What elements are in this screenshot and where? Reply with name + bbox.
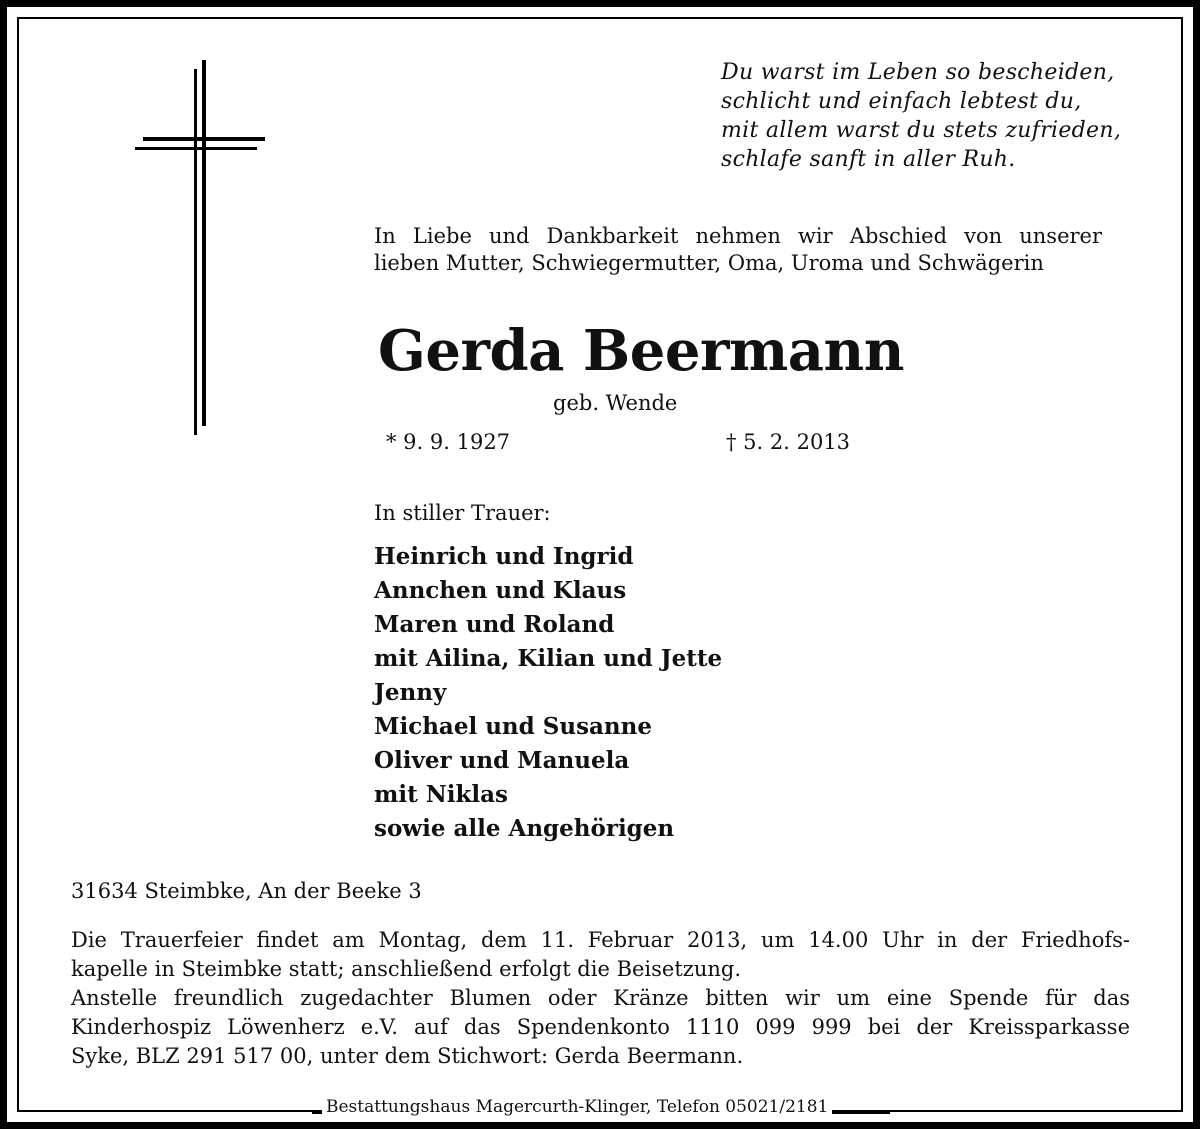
mourner-line: Oliver und Manuela xyxy=(374,747,630,774)
address: 31634 Steimbke, An der Beeke 3 xyxy=(71,879,422,903)
maiden-name: geb. Wende xyxy=(553,391,678,415)
poem-line: schlicht und einfach lebtest du, xyxy=(721,89,1082,114)
mourners-list xyxy=(374,540,722,846)
cross-vertical-bar-left xyxy=(194,69,197,435)
poem-line: Du warst im Leben so bescheiden, xyxy=(721,60,1115,85)
intro-line: In Liebe und Dankbarkeit nehmen wir Abschied von unserer xyxy=(374,224,1102,248)
death-date: † 5. 2. 2013 xyxy=(726,430,851,454)
notice-line: Die Trauerfeier findet am Montag, dem 11. Februar 2013, um 14.00 Uhr in der Friedhofs- xyxy=(71,928,1130,952)
notice-line: Syke, BLZ 291 517 00, unter dem Stichwort: Gerda Beermann. xyxy=(71,1044,744,1068)
mourner-line: Michael und Susanne xyxy=(374,713,652,740)
cross-vertical-bar-right xyxy=(202,60,206,426)
notice-line: kapelle in Steimbke statt; anschließend erfolgt die Beisetzung. xyxy=(71,957,742,981)
mourner-line: sowie alle Angehörigen xyxy=(374,815,675,842)
mourner-line: Jenny xyxy=(374,679,447,706)
deceased-name: Gerda Beermann xyxy=(378,318,904,384)
mourner-line: Annchen und Klaus xyxy=(374,577,627,604)
birth-date: * 9. 9. 1927 xyxy=(386,430,511,454)
mourner-line: Heinrich und Ingrid xyxy=(374,543,634,570)
poem-line: mit allem warst du stets zufrieden, xyxy=(721,118,1122,143)
notice-line: Anstelle freundlich zugedachter Blumen oder Kränze bitten wir um eine Spende für das xyxy=(71,986,1130,1010)
cross-horizontal-bar-bottom xyxy=(135,147,257,150)
notice-line: Kinderhospiz Löwenherz e.V. auf das Spendenkonto 1110 099 999 bei der Kreissparkasse xyxy=(71,1015,1130,1039)
poem-line: schlafe sanft in aller Ruh. xyxy=(721,147,1016,172)
funeral-notice xyxy=(71,926,1130,1071)
mourner-line: mit Ailina, Kilian und Jette xyxy=(374,645,723,672)
intro-text xyxy=(374,223,1102,277)
cross-horizontal-bar-top xyxy=(143,137,265,141)
cross-icon xyxy=(130,55,270,440)
intro-line: lieben Mutter, Schwiegermutter, Oma, Uroma und Schwägerin xyxy=(374,251,1044,275)
mourning-label: In stiller Trauer: xyxy=(374,501,551,525)
mourner-line: mit Niklas xyxy=(374,781,508,808)
mourner-line: Maren und Roland xyxy=(374,611,615,638)
poem xyxy=(721,58,1121,174)
funeral-home-footer: Bestattungshaus Magercurth-Klinger, Telefon 05021/2181 xyxy=(322,1096,832,1118)
